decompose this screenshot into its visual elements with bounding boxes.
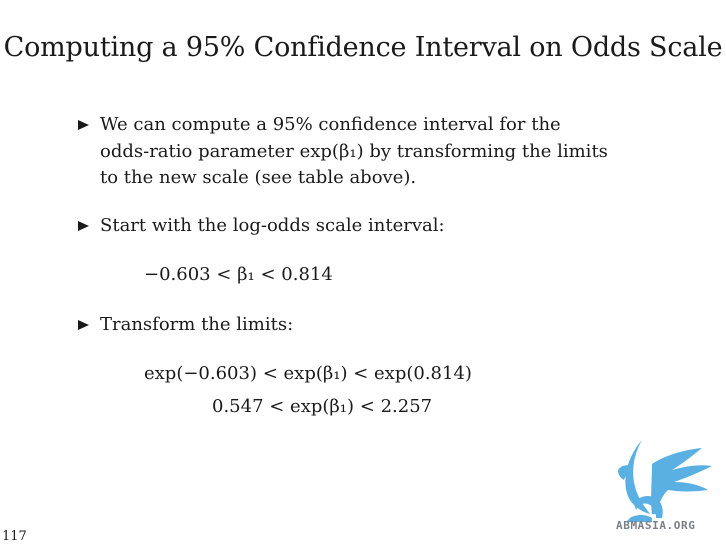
page-number: 117	[2, 529, 27, 544]
bullet-line: Transform the limits:	[100, 314, 294, 335]
slide-title: Computing a 95% Confidence Interval on Odds Scale	[3, 32, 723, 63]
equation-transformed-expression: exp(−0.603) < exp(β₁) < exp(0.814)	[144, 363, 472, 384]
bullet-arrow-icon	[78, 221, 89, 231]
equation-transformed-values: 0.547 < exp(β₁) < 2.257	[212, 396, 433, 417]
bullet-text	[100, 213, 445, 240]
bullet-line: We can compute a 95% confidence interval for the	[100, 114, 561, 135]
bullet-line: to the new scale (see table above).	[100, 167, 417, 188]
bullet-text	[100, 312, 293, 339]
bullet-text	[100, 112, 608, 192]
bullet-line: Start with the log-odds scale interval:	[100, 215, 445, 236]
bullet-arrow-icon	[78, 320, 89, 330]
bullet-line: odds-ratio parameter exp(β₁) by transforming the limits	[100, 140, 608, 162]
bullet-arrow-icon	[78, 120, 89, 130]
watermark-text: ABMASIA.ORG	[616, 519, 696, 532]
equation-logodds-interval: −0.603 < β₁ < 0.814	[144, 264, 333, 285]
